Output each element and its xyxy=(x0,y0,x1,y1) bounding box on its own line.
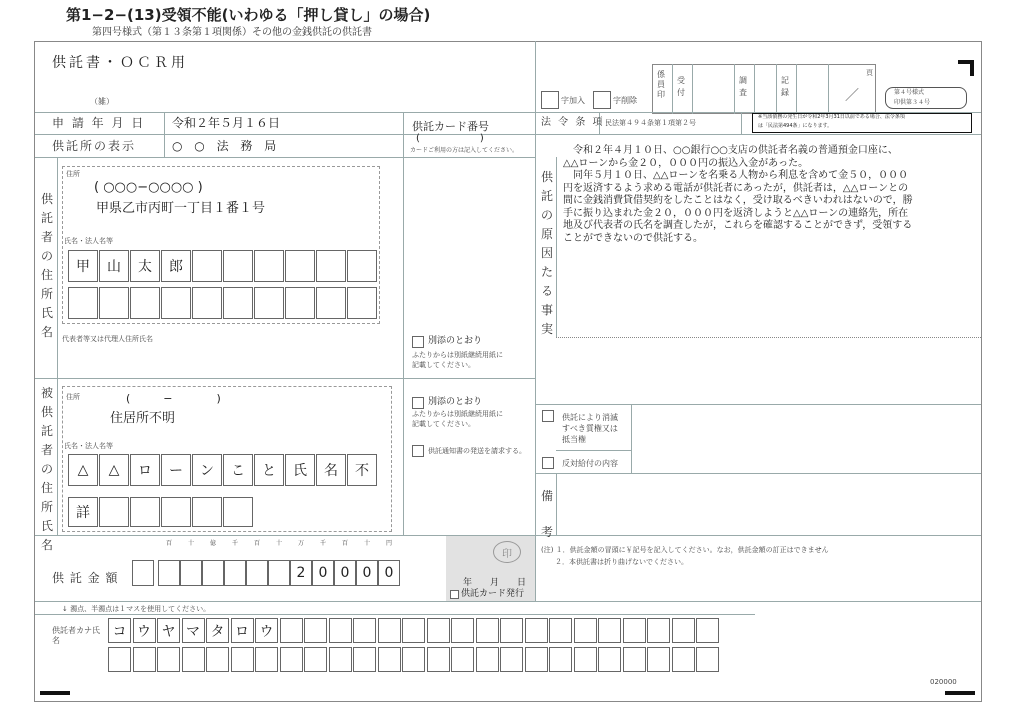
depositor-postal-code: ( ○○○−○○○○ ) xyxy=(94,180,203,195)
kana-char-box[interactable] xyxy=(157,647,180,672)
payee-name-char-box[interactable]: △ xyxy=(68,454,98,486)
kana-char-box[interactable] xyxy=(280,618,303,643)
payee-name-char-box[interactable]: と xyxy=(254,454,284,486)
reason-dotted-line xyxy=(556,337,981,338)
corner-mark-bottom-left xyxy=(40,691,70,695)
payee-name-char-box[interactable]: こ xyxy=(223,454,253,486)
depositor-rep-label: 代表者等又は代理人住所氏名 xyxy=(62,335,153,343)
card-issue-label: 供託カード発行 xyxy=(461,589,525,599)
card-issue-checkbox[interactable] xyxy=(450,590,459,599)
form-title: 供託書・ＯＣＲ用 xyxy=(52,55,188,71)
kana-char-box[interactable] xyxy=(476,618,499,643)
amount-unit-label: 十 xyxy=(188,540,195,547)
depositor-address: 甲県乙市丙町一丁目１番１号 xyxy=(96,201,266,216)
depositor-name-char-box[interactable] xyxy=(223,250,253,282)
depositor-name-char-box[interactable] xyxy=(285,287,315,319)
form-number: 第４号様式 xyxy=(894,89,925,96)
counter-checkbox[interactable] xyxy=(542,457,554,469)
payee-separate-note1: ふたりからは別紙継続用紙に xyxy=(412,410,503,418)
payee-separate-note2: 記載してください。 xyxy=(412,420,475,428)
reason-section-label: 供 託 の 原 因 た る 事 実 xyxy=(540,170,553,336)
kana-char-box[interactable] xyxy=(304,647,327,672)
payee-name-char-box[interactable] xyxy=(99,497,129,527)
amount-label: 供 託 金 額 xyxy=(52,571,119,585)
kana-char-box[interactable] xyxy=(525,647,548,672)
form-type: （雑） xyxy=(90,97,114,106)
depositor-separate-checkbox[interactable] xyxy=(412,336,424,348)
kana-char-box[interactable] xyxy=(280,647,303,672)
depositor-section-label: 供 託 者 の 住 所 氏 名 xyxy=(40,192,53,339)
kana-char-box[interactable] xyxy=(378,618,401,643)
kana-char-box[interactable] xyxy=(672,647,695,672)
payee-name-char-box[interactable]: 名 xyxy=(316,454,346,486)
depositor-separate-note2: 記載してください。 xyxy=(412,361,475,369)
corner-mark-bottom-right xyxy=(945,691,975,695)
kana-char-box[interactable] xyxy=(574,647,597,672)
reason-line: △△ローンから金２０，０００円の振込入金があった。 xyxy=(563,157,809,169)
kana-char-box[interactable]: タ xyxy=(206,618,229,643)
extinct-label-2: すべき質権又は xyxy=(562,424,618,433)
char-delete-box[interactable] xyxy=(593,91,611,109)
char-add-label: 字加入 xyxy=(561,96,585,105)
kana-char-box[interactable] xyxy=(451,618,474,643)
depositor-separate-label: 別添のとおり xyxy=(428,336,483,346)
amount-digit-box[interactable]: 0 xyxy=(356,560,378,586)
kana-char-box[interactable] xyxy=(476,647,499,672)
kana-char-box[interactable] xyxy=(623,647,646,672)
payee-separate-checkbox[interactable] xyxy=(412,397,424,409)
kana-char-box[interactable] xyxy=(451,647,474,672)
amount-unit-label: 十 xyxy=(276,540,283,547)
payee-address-label: 住所 xyxy=(66,393,80,401)
extinct-checkbox[interactable] xyxy=(542,410,554,422)
reason-line: 円を返済するよう求める電話が供託者にあったが，供託者は，△△ローンとの xyxy=(563,182,909,194)
payee-name-char-box[interactable]: 氏 xyxy=(285,454,315,486)
depositor-name-char-box[interactable] xyxy=(130,287,160,319)
amount-digit-box[interactable] xyxy=(202,560,224,586)
page-title: 第1−2−(13)受領不能(いわゆる「押し貸し」の場合) xyxy=(66,6,431,24)
yen-mark-box[interactable] xyxy=(132,560,154,586)
kana-char-box[interactable] xyxy=(427,647,450,672)
office-label: 供託所の表示 xyxy=(52,139,137,153)
kana-char-box[interactable] xyxy=(647,618,670,643)
kana-char-box[interactable] xyxy=(206,647,229,672)
kana-label: 供託者カナ氏名 xyxy=(52,626,100,645)
payee-name-char-box[interactable] xyxy=(223,497,253,527)
seal-stamp-circle xyxy=(493,541,521,563)
kana-char-box[interactable] xyxy=(500,618,523,643)
amount-unit-label: 千 xyxy=(320,540,327,547)
depositor-name-char-box[interactable] xyxy=(68,287,98,319)
char-delete-label: 字削除 xyxy=(613,96,637,105)
depositor-name-char-box[interactable]: 郎 xyxy=(161,250,191,282)
kana-note: ↓ 濁点、半濁点は１マスを使用してください。 xyxy=(62,605,211,613)
depositor-name-char-box[interactable] xyxy=(223,287,253,319)
depositor-name-char-box[interactable]: 太 xyxy=(130,250,160,282)
kana-char-box[interactable] xyxy=(353,618,376,643)
reason-line: 地及び代表者の氏名を調査したが，これらを確認することができず，受領する xyxy=(563,220,913,231)
depositor-name-char-box[interactable] xyxy=(316,250,346,282)
amount-unit-label: 百 xyxy=(254,540,261,547)
amount-digit-box[interactable] xyxy=(158,560,180,586)
payee-separate-label: 別添のとおり xyxy=(428,397,483,407)
date-value: 令和２年５月１６日 xyxy=(172,116,281,130)
amount-unit-label: 百 xyxy=(166,540,173,547)
payee-name-char-box[interactable] xyxy=(192,497,222,527)
payee-name-char-box[interactable] xyxy=(161,497,191,527)
kana-char-box[interactable] xyxy=(525,618,548,643)
kana-char-box[interactable] xyxy=(182,647,205,672)
kana-char-box[interactable] xyxy=(255,647,278,672)
payee-name-char-box[interactable]: 不 xyxy=(347,454,377,486)
law-note-line2: は「民法第494条」になります。 xyxy=(758,123,833,129)
amount-digit-box[interactable]: 0 xyxy=(378,560,400,586)
kana-char-box[interactable] xyxy=(574,618,597,643)
kana-char-box[interactable] xyxy=(696,647,719,672)
kana-char-box[interactable] xyxy=(696,618,719,643)
depositor-name-char-box[interactable] xyxy=(99,287,129,319)
note-line-1: (注) １．供託金額の冒頭に￥記号を記入してください。なお，供託金額の訂正はできません xyxy=(541,546,829,554)
corner-mark-top-right-v xyxy=(970,60,974,76)
kana-char-box[interactable] xyxy=(378,647,401,672)
seal-stamp-text: 印 xyxy=(502,548,512,560)
depositor-name-char-box[interactable] xyxy=(161,287,191,319)
amount-digit-box[interactable] xyxy=(246,560,268,586)
biko-label: 備 考 xyxy=(540,489,553,539)
kana-char-box[interactable] xyxy=(329,647,352,672)
amount-digit-box[interactable] xyxy=(224,560,246,586)
kana-char-box[interactable] xyxy=(549,647,572,672)
amount-unit-label: 万 xyxy=(298,540,305,547)
kana-char-box[interactable]: ウ xyxy=(133,618,156,643)
kana-char-box[interactable] xyxy=(231,647,254,672)
depositor-name-char-box[interactable] xyxy=(347,287,377,319)
kana-char-box[interactable]: コ xyxy=(108,618,131,643)
kana-char-box[interactable]: ウ xyxy=(255,618,278,643)
kana-char-box[interactable] xyxy=(304,618,327,643)
payee-postal-code: ( − ) xyxy=(126,392,221,405)
kana-char-box[interactable] xyxy=(598,618,621,643)
depositor-name-char-box[interactable] xyxy=(347,250,377,282)
kana-char-box[interactable] xyxy=(598,647,621,672)
depositor-name-char-box[interactable] xyxy=(192,287,222,319)
law-note-line1: ※当該債務の発生日が令和2年3月31日以前である場合、法令条項 xyxy=(758,114,905,120)
office-value: ○ ○ 法 務 局 xyxy=(172,139,281,153)
depositor-name-char-box[interactable]: 山 xyxy=(99,250,129,282)
extinct-label-3: 抵当権 xyxy=(562,435,586,444)
kana-char-box[interactable]: ロ xyxy=(231,618,254,643)
kana-char-box[interactable] xyxy=(353,647,376,672)
reason-line: 手に振り込まれた金２０，０００円を返済しようと△△ローンの連絡先，所在 xyxy=(563,207,909,219)
reason-line: 間に金銭消費貸借契約をしたことはなく，受け取るべきいわれはないので，勝 xyxy=(563,195,913,206)
card-label: 供託カード番号 xyxy=(412,120,489,133)
depositor-name-char-box[interactable] xyxy=(254,250,284,282)
amount-digit-box[interactable] xyxy=(268,560,290,586)
depositor-name-char-box[interactable] xyxy=(285,250,315,282)
kana-char-box[interactable]: ヤ xyxy=(157,618,180,643)
extinct-label-1: 供託により消滅 xyxy=(562,413,618,422)
law-value: 民法第４９４条第１項第２号 xyxy=(605,119,696,127)
depositor-name-char-box[interactable] xyxy=(254,287,284,319)
serial-number: 020000 xyxy=(930,678,957,686)
kana-char-box[interactable] xyxy=(108,647,131,672)
kakari-label: 係員印 xyxy=(657,70,665,99)
card-note: カードご利用の方は記入してください。 xyxy=(410,147,519,154)
reason-line: 令和２年４月１０日、○○銀行○○支店の供託者名義の普通預金口座に、 xyxy=(563,145,898,156)
kana-char-box[interactable] xyxy=(402,618,425,643)
payee-name-label: 氏名・法人名等 xyxy=(64,442,113,450)
page-slash: ／ xyxy=(845,88,859,104)
date-label: 申 請 年 月 日 xyxy=(52,116,146,130)
kana-char-box[interactable] xyxy=(623,618,646,643)
char-add-box[interactable] xyxy=(541,91,559,109)
payee-name-char-box[interactable]: 詳 xyxy=(68,497,98,527)
counter-label: 反対給付の内容 xyxy=(562,459,618,468)
payee-name-char-box[interactable]: ン xyxy=(192,454,222,486)
kana-char-box[interactable] xyxy=(133,647,156,672)
form-number-sub: 印供第３４号 xyxy=(894,99,931,106)
uke-label: 受付 xyxy=(677,76,685,97)
depositor-address-label: 住所 xyxy=(66,170,80,178)
payee-name-char-box[interactable]: ロ xyxy=(130,454,160,486)
amount-digit-box[interactable]: 2 xyxy=(290,560,312,586)
kana-char-box[interactable]: マ xyxy=(182,618,205,643)
amount-unit-label: 億 xyxy=(210,540,217,547)
depositor-separate-note1: ふたりからは別紙継続用紙に xyxy=(412,351,503,359)
kana-char-box[interactable] xyxy=(329,618,352,643)
amount-unit-label: 円 xyxy=(386,540,393,547)
depositor-name-char-box[interactable]: 甲 xyxy=(68,250,98,282)
kana-char-box[interactable] xyxy=(402,647,425,672)
amount-unit-label: 百 xyxy=(342,540,349,547)
amount-date: 年 月 日 xyxy=(463,578,527,588)
amount-unit-label: 十 xyxy=(364,540,371,547)
kana-char-box[interactable] xyxy=(672,618,695,643)
kana-char-box[interactable] xyxy=(549,618,572,643)
depositor-name-char-box[interactable] xyxy=(316,287,346,319)
reason-line: 同年５月１０日、△△ローンを名乗る人物から利息を含めて金５０，０００ xyxy=(563,170,909,181)
notice-request-checkbox[interactable] xyxy=(412,445,424,457)
amount-digit-box[interactable]: 0 xyxy=(312,560,334,586)
reason-line: ことができないので供託する。 xyxy=(563,232,703,244)
depositor-name-label: 氏名・法人名等 xyxy=(64,237,113,245)
kana-char-box[interactable] xyxy=(647,647,670,672)
payee-name-char-box[interactable] xyxy=(130,497,160,527)
amount-digit-box[interactable] xyxy=(180,560,202,586)
kiroku-label: 記録 xyxy=(781,76,789,97)
note-line-2: ２．本供託書は折り曲げないでください。 xyxy=(541,558,688,566)
amount-unit-label: 千 xyxy=(232,540,239,547)
kana-char-box[interactable] xyxy=(427,618,450,643)
card-paren: ( ) xyxy=(416,133,484,144)
page-label: 頁 xyxy=(866,69,873,77)
payee-address: 住居所不明 xyxy=(110,411,176,426)
amount-digit-box[interactable]: 0 xyxy=(334,560,356,586)
law-label: 法 令 条 項 xyxy=(541,117,605,128)
payee-name-char-box[interactable]: ー xyxy=(161,454,191,486)
page-subtitle: 第四号様式（第１３条第１項関係）その他の金銭供託の供託書 xyxy=(92,27,372,38)
depositor-name-char-box[interactable] xyxy=(192,250,222,282)
payee-name-char-box[interactable]: △ xyxy=(99,454,129,486)
kana-char-box[interactable] xyxy=(500,647,523,672)
notice-request-label: 供託通知書の発送を請求する。 xyxy=(428,447,526,455)
payee-section-label: 被 供 託 者 の 住 所 氏 名 xyxy=(40,386,53,552)
chosa-label: 調査 xyxy=(739,76,747,97)
